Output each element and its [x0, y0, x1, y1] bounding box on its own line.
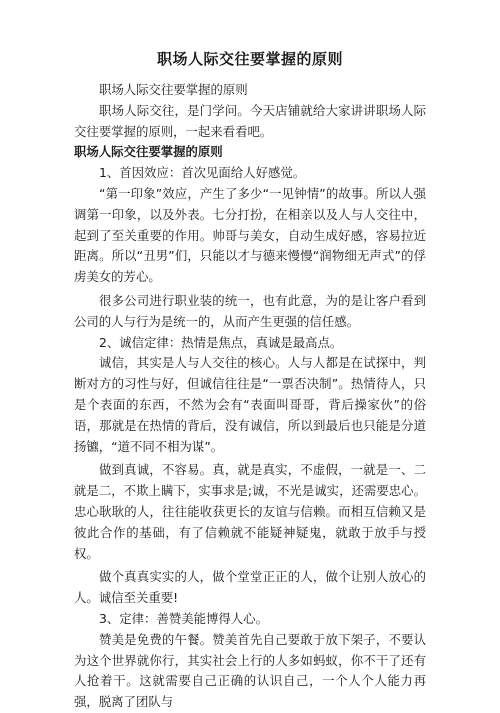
body-paragraph: “第一印象”效应，产生了多少“一见钟情”的故事。所以人强调第一印象，以及外表。七分打扮，在相亲以及人与人交往中，起到了至关重要的作用。帅哥与美女，自动生成好感，容易拉近距离。所以“丑男”们，只能以才与德来慢慢“润物细无声式”的俘虏美女的芳心。 — [74, 185, 426, 285]
document-body — [74, 80, 426, 713]
principle-2-heading: 2、诚信定律：热情是焦点，真诚是最高点。 — [99, 334, 343, 350]
document-title: 职场人际交往要掌握的原则 — [156, 50, 343, 68]
body-paragraph: 做到真诚，不容易。真，就是真实，不虚假，一就是一、二就是二，不欺上瞒下，实事求是;诚，不光是诚实，还需要忠心。忠心耿耿的人，往往能收获更长的友谊与信赖。而相互信赖又是彼此合作的基础，有了信赖就不能疑神疑鬼，就敢于放手与授权。 — [74, 462, 426, 561]
principle-3-heading: 3、定律：善赞美能博得人心。 — [99, 610, 268, 626]
body-paragraph: 诚信，其实是人与人交往的核心。人与人都是在试探中，判断对方的习性与好，但诚信往往是“一票否决制”。热情待人，只是个表面的东西，不然为会有“表面叫哥哥，背后操家伙”的俗语，那就是在热情的背后，没有诚信，所以到最后也只能是分道扬镳，“道不同不相为谋”。 — [74, 355, 426, 454]
subtitle-paragraph: 职场人际交往要掌握的原则 — [99, 82, 248, 97]
section-heading: 职场人际交往要掌握的原则 — [74, 144, 223, 160]
body-paragraph: 赞美是免费的午餐。赞美首先自己要敢于放下架子，不要认为这个世界就你行，其实社会上行的人多如蚂蚁，你不干了还有人抢着干。这就需要自己正确的认识自己，一个人个人能力再强，脱离了团队与 — [74, 631, 426, 710]
intro-paragraph: 职场人际交往，是门学问。今天店铺就给大家讲讲职场人际交往要掌握的原则，一起来看看吧。 — [74, 102, 426, 139]
body-paragraph: 很多公司进行职业装的统一，也有此意，为的是让客户看到公司的人与行为是统一的，从而产生更强的信任感。 — [74, 292, 426, 329]
body-paragraph: 做个真真实实的人，做个堂堂正正的人，做个让别人放心的人。诚信至关重要! — [74, 569, 426, 606]
principle-1-heading: 1、首因效应：首次见面给人好感觉。 — [99, 165, 306, 181]
